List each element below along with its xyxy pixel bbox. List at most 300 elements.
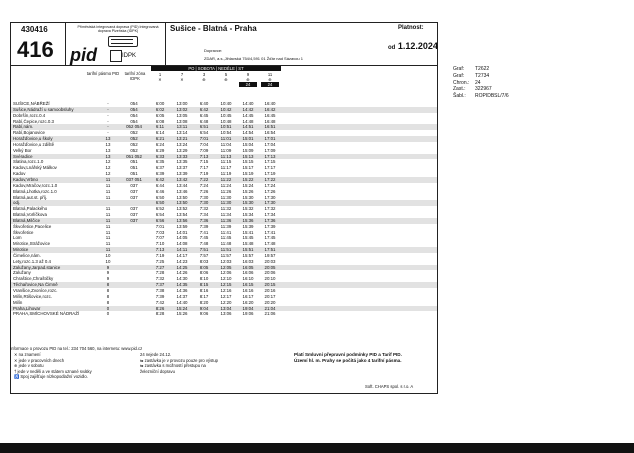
departure-time: 11:15 — [220, 159, 232, 165]
departure-time: 10:48 — [220, 118, 232, 124]
departure-time: 15:19 — [242, 171, 254, 177]
tariff-zone: 0 — [106, 305, 110, 311]
departure-time: 9:04 — [199, 305, 209, 311]
departure-time: 15:15 — [242, 159, 254, 165]
departure-time: 12:15 — [220, 282, 232, 288]
idpk-zone: 052 — [130, 130, 138, 136]
departure-time: 6:39 — [155, 171, 165, 177]
departure-time: 17:39 — [264, 223, 276, 229]
departure-time: 17:26 — [264, 188, 276, 194]
departure-time: 6:52 — [155, 206, 165, 212]
station-name: Blatná,aut.st. příj. — [13, 194, 48, 200]
station-name: Mirotice,Strážovice — [13, 241, 51, 247]
departure-time: 14:23 — [176, 258, 188, 264]
departure-time: 8:26 — [155, 305, 165, 311]
departure-time: 6:11 — [155, 124, 165, 130]
idpk-zone: 037 — [130, 188, 138, 194]
station-name: Milín,Rtišovice,rozc. — [13, 293, 53, 299]
legend-item: 24 nejede 24.12. — [140, 352, 172, 357]
departure-time: 16:42 — [264, 106, 276, 112]
departure-time: 6:05 — [155, 112, 165, 118]
departure-time: 15:24 — [242, 182, 254, 188]
tariff-zone: 8 — [106, 288, 110, 293]
tariff-zone: 11 — [105, 217, 111, 223]
idpk-label: IDPK — [122, 53, 137, 59]
tariff-zone: 12 — [105, 159, 111, 165]
departure-time: 7:27 — [155, 264, 165, 270]
departure-time: 15:26 — [176, 311, 188, 317]
idpk-zone: 052 — [130, 136, 138, 142]
tariff-header: tarifní pásmo PID — [86, 71, 120, 76]
departure-time: 16:51 — [264, 124, 276, 130]
departure-time: 13:50 — [176, 194, 188, 200]
departure-time: 7:36 — [199, 217, 209, 223]
idpk-zone: 051 — [130, 165, 138, 171]
station-name: Blatná,Vorlíčkova — [13, 212, 47, 218]
idpk-zone: 054 — [130, 101, 138, 106]
departure-time: 14:11 — [176, 247, 188, 253]
departure-time: 7:37 — [155, 282, 165, 288]
idpk-zone: 037 — [130, 206, 138, 212]
departure-time: 16:03 — [242, 258, 254, 264]
departure-time: 16:54 — [264, 130, 276, 136]
software-credit: Soft. CHAPS spol. s r.o. A — [365, 384, 414, 389]
departure-time: 13:46 — [176, 188, 188, 194]
departure-time: 14:05 — [176, 235, 188, 241]
departure-time: 7:01 — [199, 136, 209, 142]
departure-time: 13:05 — [176, 112, 188, 118]
tariff-zone: - — [107, 106, 109, 112]
departure-time: 13:02 — [176, 106, 188, 112]
operator-label: Dopravce: — [204, 48, 223, 53]
legend-item: ♿ Spoj zajišťuje nízkopodlažní vozidlo. — [14, 374, 88, 380]
station-name: Škvořetice,Pacelice — [13, 223, 52, 229]
station-name: Kadov — [13, 171, 26, 177]
departure-time: 17:24 — [264, 182, 276, 188]
departure-time: 12:16 — [220, 288, 232, 293]
departure-time: 20:20 — [264, 299, 276, 305]
departure-time: 11:17 — [220, 165, 232, 171]
departure-time: 12:20 — [220, 299, 232, 305]
departure-time: 21:04 — [264, 305, 276, 311]
station-name: Rabí,Čepice,rozc.0.3 — [13, 118, 54, 124]
tariff-zone: - — [107, 112, 109, 118]
idpk-zone: 052 054 — [126, 124, 142, 130]
departure-time: 7:57 — [199, 252, 209, 258]
departure-time: 10:45 — [220, 112, 232, 118]
tariff-zone: 8 — [106, 299, 110, 305]
departure-time: 11:22 — [220, 176, 232, 182]
departure-time: 14:01 — [176, 229, 188, 235]
departure-time: 10:51 — [220, 124, 232, 130]
departure-time: 20:10 — [264, 276, 276, 282]
station-name: Kadov,Vrbno — [13, 176, 38, 182]
departure-time: 13:42 — [176, 176, 188, 182]
departure-time: 14:30 — [176, 276, 188, 282]
departure-time: 7:41 — [199, 229, 209, 235]
line-code-box — [11, 23, 66, 65]
departure-time: 7:13 — [199, 153, 209, 159]
departure-time: 7:26 — [199, 188, 209, 194]
station-name: Rabí,nám. — [13, 124, 34, 130]
station-name: Kadov,Lnářský Málkov — [13, 165, 57, 171]
departure-time: 13:06 — [220, 311, 232, 317]
idpk-zone: 037 — [130, 212, 138, 218]
departure-time: 7:32 — [199, 206, 209, 212]
departure-time: 7:25 — [155, 258, 165, 264]
station-name: Těchařovice,Na Čimně — [13, 282, 58, 288]
trip-header: 7 ✕ — [180, 72, 184, 82]
departure-time: 14:26 — [176, 270, 188, 276]
departure-time: 13:21 — [176, 136, 188, 142]
idpk-zone: 037 051 — [126, 176, 142, 182]
idpk-zone: 037 — [130, 217, 138, 223]
info-line: Informace o provozu PID na tel.: 234 704 560, na internetu: www.pid.cz — [10, 346, 143, 351]
departure-time: 13:04 — [220, 305, 232, 311]
departure-time: 21:06 — [264, 311, 276, 317]
legend-item: ⇆ zastávka je v provozu pouze pro výstup — [140, 357, 218, 363]
departure-time: 13:39 — [176, 171, 188, 177]
departure-time: 7:30 — [199, 194, 209, 200]
departure-time: 15:41 — [242, 229, 254, 235]
station-name: Vranšice,Zvoníce,rozc. — [13, 288, 58, 293]
departure-time: 7:04 — [199, 141, 209, 147]
departure-time: 16:15 — [242, 282, 254, 288]
departure-time: 7:45 — [199, 235, 209, 241]
departure-time: 6:29 — [155, 147, 165, 153]
departure-time: 13:56 — [176, 217, 188, 223]
trip-header: 9 ⊕ 24 — [239, 72, 257, 87]
departure-time: 13:29 — [176, 147, 188, 153]
departure-time: 17:01 — [264, 136, 276, 142]
departure-time: 8:16 — [199, 288, 209, 293]
departure-time: 7:48 — [199, 241, 209, 247]
sidebar-row: Šabl.: ROPIDBSL/7/6 — [453, 93, 509, 100]
departure-time: 6:42 — [199, 106, 209, 112]
station-name: Blatná,Lhotka,rozc.1.0 — [13, 188, 57, 194]
tariff-zone: - — [107, 124, 109, 130]
tariff-zone: 8 — [106, 293, 110, 299]
departure-time: 17:22 — [264, 176, 276, 182]
departure-time: 7:38 — [155, 288, 165, 293]
departure-time: 7:39 — [199, 223, 209, 229]
departure-time: 10:54 — [220, 130, 232, 136]
tariff-zone: 9 — [106, 276, 110, 282]
departure-time: 13:24 — [176, 141, 188, 147]
departure-time: 13:35 — [176, 159, 188, 165]
departure-time: 15:32 — [242, 206, 254, 212]
departure-time: 16:06 — [242, 270, 254, 276]
departure-time: 6:48 — [199, 118, 209, 124]
departure-time: 17:30 — [264, 194, 276, 200]
departure-time: 6:02 — [155, 106, 165, 112]
tariff-zone: 13 — [105, 153, 111, 159]
departure-time: 6:46 — [155, 188, 165, 194]
sidebar-row: Graf: T2734 — [453, 72, 490, 79]
departure-time: 7:28 — [155, 270, 165, 276]
trip-header: 5 ⊕ — [224, 72, 228, 82]
departure-time: 7:03 — [155, 229, 165, 235]
departure-time: 6:35 — [155, 159, 165, 165]
departure-time: 8:17 — [199, 293, 209, 299]
tariff-note: Platí Smluvní přepravní podmínky PID a Tarif PID. Území hl. m. Prahy se počítá jako 4 tarifní pásma. — [294, 352, 402, 363]
departure-time: 15:34 — [242, 212, 254, 218]
departure-time: 13:37 — [176, 165, 188, 171]
departure-time: 12:17 — [220, 293, 232, 299]
tariff-zone: 11 — [105, 182, 111, 188]
departure-time: 8:10 — [199, 276, 209, 282]
timetable-row — [11, 311, 437, 317]
tariff-zone: 9 — [106, 264, 110, 270]
tariff-zone: 12 — [105, 171, 111, 177]
departure-time: 15:51 — [242, 247, 254, 253]
departure-time: 11:19 — [220, 171, 232, 177]
departure-time: 15:01 — [242, 136, 254, 142]
departure-time: 13:54 — [176, 212, 188, 218]
station-name: Horažďovice,u zdiště — [13, 141, 55, 147]
departure-time: 11:32 — [220, 206, 232, 212]
sidebar-row: Graf: T2622 — [453, 66, 490, 72]
departure-time: 7:19 — [199, 171, 209, 177]
departure-time: 11:09 — [220, 147, 232, 153]
departure-time: 14:54 — [242, 130, 254, 136]
departure-time: 6:51 — [199, 124, 209, 130]
departure-time: 14:35 — [176, 282, 188, 288]
departure-time: 17:48 — [264, 241, 276, 247]
departure-time: 8:15 — [199, 282, 209, 288]
pid-logo: pid — [70, 45, 97, 65]
departure-time: 7:13 — [155, 247, 165, 253]
departure-time: 7:09 — [199, 147, 209, 153]
bottom-bar — [0, 443, 634, 453]
departure-time: 11:24 — [220, 182, 232, 188]
route-box — [166, 23, 386, 65]
station-name: odj. — [13, 200, 21, 206]
timetable-header — [11, 23, 437, 66]
idpk-zone: 054 — [130, 118, 138, 124]
departure-time: 14:51 — [242, 124, 254, 130]
departure-time: 14:45 — [242, 112, 254, 118]
departure-time: 6:14 — [155, 130, 165, 136]
tariff-zone: 11 — [105, 235, 111, 241]
departure-time: 13:52 — [176, 206, 188, 212]
station-name: Mirotice — [13, 247, 29, 253]
departure-time: 19:06 — [242, 311, 254, 317]
departure-time: 6:37 — [155, 165, 165, 171]
legend-item: ⇆ zastávka s možností přestupu na — [140, 363, 206, 369]
tariff-zone: 10 — [105, 252, 111, 258]
departure-time: 7:17 — [199, 165, 209, 171]
departure-time: 7:32 — [155, 276, 165, 282]
metadata-sidebar — [453, 66, 509, 100]
departure-time: 16:40 — [264, 101, 276, 106]
validity-box — [386, 23, 437, 65]
tariff-zone: 11 — [105, 194, 111, 200]
idpk-zone: 052 — [130, 147, 138, 153]
departure-time: 7:07 — [155, 235, 165, 241]
departure-time: 17:09 — [264, 147, 276, 153]
idpk-zone: 054 — [130, 112, 138, 118]
departure-time: 17:34 — [264, 212, 276, 218]
station-name: Lom — [13, 235, 22, 241]
zone-header: tarifní zóna IDPK — [124, 71, 146, 81]
departure-time: 7:42 — [155, 299, 165, 305]
integration-text: Příměstská integrovaná doprava (PID) Integrovaná doprava Plzeňska (IDPK) — [77, 25, 159, 33]
pid-logo-box — [66, 23, 166, 65]
departure-time: 15:09 — [242, 147, 254, 153]
trip-header: 11 ⊕ 24 — [261, 72, 279, 87]
departure-time: 15:39 — [242, 223, 254, 229]
tariff-zone: 13 — [105, 136, 111, 142]
departure-time: 12:06 — [220, 270, 232, 276]
departure-time: 14:42 — [242, 106, 254, 112]
departure-time: 6:56 — [155, 217, 165, 223]
departure-time: 17:36 — [264, 217, 276, 223]
departure-time: 17:41 — [264, 229, 276, 235]
departure-time: 7:01 — [155, 223, 165, 229]
station-name: Slatina,rozc.1.0 — [13, 159, 44, 165]
validity-label: Platnost: — [398, 25, 424, 31]
idpk-zone: 051 052 — [126, 153, 142, 159]
idpk-zone: 051 — [130, 171, 138, 177]
departure-time: 6:24 — [155, 141, 165, 147]
departure-time: 7:15 — [199, 159, 209, 165]
departure-time: 8:05 — [199, 264, 209, 270]
station-name: Sušice,Nádraží u samoobsluhy — [13, 106, 74, 112]
departure-time: 8:03 — [199, 258, 209, 264]
departure-time: 17:30 — [264, 200, 276, 206]
departure-time: 13:08 — [176, 118, 188, 124]
idpk-zone: 037 — [130, 194, 138, 200]
departure-time: 11:30 — [220, 200, 232, 206]
departure-time: 15:26 — [242, 188, 254, 194]
departure-time: 20:06 — [264, 270, 276, 276]
departure-time: 17:04 — [264, 141, 276, 147]
departure-time: 17:15 — [264, 159, 276, 165]
bus-icon — [108, 36, 138, 47]
tariff-zone: 11 — [105, 212, 111, 218]
departure-time: 19:04 — [242, 305, 254, 311]
departure-time: 16:48 — [264, 118, 276, 124]
tariff-zone: - — [107, 130, 109, 136]
departure-time: 6:42 — [155, 176, 165, 182]
departure-time: 7:51 — [199, 247, 209, 253]
station-name: Čimelice,nám. — [13, 252, 41, 258]
departure-time: 17:51 — [264, 247, 276, 253]
departure-time: 8:20 — [199, 299, 209, 305]
departure-time: 14:48 — [242, 118, 254, 124]
departure-time: 19:57 — [264, 252, 276, 258]
station-name: Milín — [13, 299, 23, 305]
departure-time: 11:41 — [220, 229, 232, 235]
departure-time: 13:00 — [176, 101, 188, 106]
legend-item: † jede v neděli a ve státem uznané svátky — [14, 368, 92, 374]
departure-time: 14:36 — [176, 288, 188, 293]
departure-time: 6:08 — [155, 118, 165, 124]
departure-time: 16:16 — [242, 288, 254, 293]
idpk-zone: 052 — [130, 141, 138, 147]
departure-time: 7:10 — [155, 241, 165, 247]
timetable-grid — [11, 101, 437, 317]
station-name: Škvořetice — [13, 229, 34, 235]
station-name: Blatná,Milčice — [13, 217, 41, 223]
departure-time: 7:22 — [199, 176, 209, 182]
idpk-logo-icon — [110, 50, 122, 62]
day-group-header: PO | SOBOTA | NEDĚLE | ST — [151, 66, 281, 71]
departure-time: 13:11 — [176, 124, 188, 130]
station-name: Rabí,Bojanovice — [13, 130, 45, 136]
departure-time: 13:33 — [176, 153, 188, 159]
idpk-zone: 051 — [130, 159, 138, 165]
station-name: PRAHA,SMÍCHOVSKÉ NÁDRAŽÍ — [13, 311, 80, 317]
trip-header: 3 ⊕ — [202, 72, 206, 82]
station-name: Zalužany,Jarpad.stanice — [13, 264, 61, 270]
departure-time: 11:51 — [220, 247, 232, 253]
tariff-zone: 13 — [105, 147, 111, 153]
station-name: Kadov,Mračov,rozc.1.0 — [13, 182, 58, 188]
sidebar-row: Chron.: 24 — [453, 79, 481, 86]
departure-time: 6:54 — [155, 212, 165, 218]
station-name: Blatná,Palackého — [13, 206, 48, 212]
departure-time: 9:06 — [199, 311, 209, 317]
legend-item: ✕ na znamení — [14, 352, 41, 357]
departure-time: 13:59 — [176, 223, 188, 229]
departure-time: 14:25 — [176, 264, 188, 270]
tariff-zone: 11 — [105, 247, 111, 253]
departure-time: 14:08 — [176, 241, 188, 247]
departure-time: 15:30 — [242, 194, 254, 200]
departure-time: 14:40 — [242, 101, 254, 106]
departure-time: 14:40 — [176, 299, 188, 305]
departure-time: 16:45 — [264, 112, 276, 118]
departure-time: 16:17 — [242, 293, 254, 299]
departure-time: 11:45 — [220, 235, 232, 241]
station-name: Dobršín,rozc.0.4 — [13, 112, 46, 118]
departure-time: 6:33 — [155, 153, 165, 159]
departure-time: 6:21 — [155, 136, 165, 142]
departure-time: 6:00 — [155, 101, 165, 106]
tariff-zone: 10 — [105, 258, 111, 264]
departure-time: 17:45 — [264, 235, 276, 241]
operator-name: ZDAR, a.s.,Jihlavská 754/4,591 01 Žďár nad Sázavou 1 — [204, 56, 303, 61]
legend-item: ✕ jede v pracovních dnech — [14, 357, 65, 363]
departure-time: 15:57 — [242, 252, 254, 258]
departure-time: 16:20 — [242, 299, 254, 305]
departure-time: 6:40 — [199, 101, 209, 106]
departure-time: 10:40 — [220, 101, 232, 106]
sidebar-row: Zast.: 322967 — [453, 86, 492, 93]
departure-time: 20:17 — [264, 293, 276, 299]
departure-time: 10:42 — [220, 106, 232, 112]
station-name: Lety,rozc.1.3 až 0.4 — [13, 258, 51, 264]
departure-time: 7:19 — [155, 252, 165, 258]
departure-time: 11:48 — [220, 241, 232, 247]
departure-time: 15:13 — [242, 153, 254, 159]
tariff-zone: 12 — [105, 165, 111, 171]
departure-time: 7:30 — [199, 200, 209, 206]
departure-time: 11:39 — [220, 223, 232, 229]
departure-time: 13:14 — [176, 130, 188, 136]
departure-time: 16:10 — [242, 276, 254, 282]
tariff-zone: - — [107, 118, 109, 124]
departure-time: 17:32 — [264, 206, 276, 212]
departure-time: 6:45 — [199, 112, 209, 118]
timetable-document — [10, 22, 438, 394]
station-name: SUŠICE,NÁBŘEŽÍ — [13, 101, 50, 106]
line-code: 430416 — [21, 25, 48, 34]
station-name: Horažďovice,u školy — [13, 136, 53, 142]
route-title: Sušice - Blatná - Praha — [170, 24, 257, 33]
